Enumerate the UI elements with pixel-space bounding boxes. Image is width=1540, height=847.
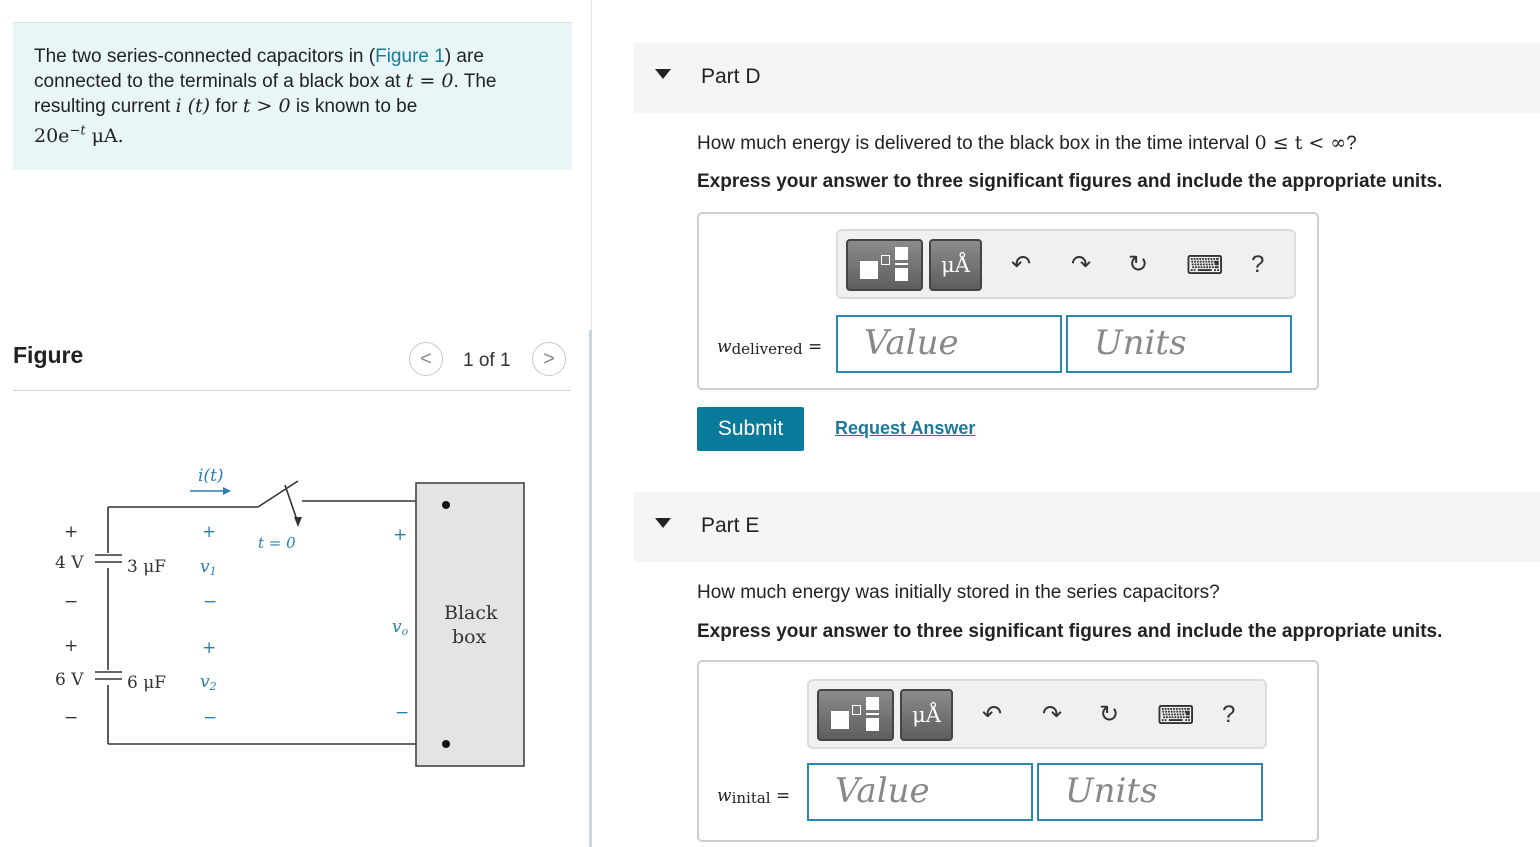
- vo-minus: −: [395, 703, 410, 723]
- reset-icon[interactable]: ↻: [1128, 251, 1149, 278]
- figure-link[interactable]: Figure 1: [375, 46, 445, 67]
- redo-icon[interactable]: ↷: [1071, 251, 1092, 278]
- w-initial-subscript: inital: [731, 789, 771, 807]
- v2-subscript: 2: [209, 680, 217, 693]
- template-fraction-bar-icon: [866, 713, 879, 715]
- collapse-caret-icon[interactable]: [655, 518, 671, 528]
- template-small-square-icon: [881, 255, 890, 265]
- template-fraction-top-icon: [895, 247, 908, 260]
- vo-subscript: o: [401, 625, 409, 638]
- w-delivered-symbol: w: [717, 337, 732, 357]
- collapse-caret-icon[interactable]: [655, 69, 671, 79]
- figure-title: Figure: [13, 342, 84, 368]
- w-delivered-label: [717, 337, 822, 358]
- v2-symbol: v: [200, 672, 210, 692]
- problem-text-segment: The two series-connected capacitors in (: [34, 46, 376, 67]
- w-initial-label: [717, 786, 790, 807]
- circuit-diagram: [40, 455, 540, 775]
- part-e-instruction: Express your answer to three significant figures and include the appropriate units.: [697, 621, 1443, 642]
- next-figure-button[interactable]: >: [532, 342, 566, 376]
- keyboard-icon[interactable]: ⌨: [1186, 250, 1224, 280]
- math-result-unit: μA.: [85, 125, 124, 148]
- math-result-base: 20e: [34, 125, 70, 148]
- terminal-top: [442, 501, 450, 509]
- reset-icon[interactable]: ↻: [1099, 701, 1120, 728]
- v1-subscript: 1: [209, 565, 217, 578]
- part-d-question-text: How much energy is delivered to the black box in the time interval: [697, 133, 1255, 154]
- w-initial-symbol: w: [717, 786, 732, 806]
- switch-time-label: t = 0: [258, 534, 296, 552]
- v1-minus: −: [203, 592, 218, 612]
- part-d-answer-box: [697, 212, 1319, 390]
- math-toolbar: [807, 679, 1267, 749]
- v2-label: [200, 672, 217, 693]
- v2-plus: +: [202, 638, 217, 658]
- c2-plus: +: [64, 636, 79, 656]
- part-e-header[interactable]: [634, 492, 1540, 562]
- keyboard-icon[interactable]: ⌨: [1157, 700, 1195, 730]
- black-box: [416, 483, 524, 766]
- black-box-label-line2: box: [452, 626, 487, 648]
- problem-text-segment: . The resulting current: [34, 71, 497, 117]
- math-t-gt-0: t > 0: [242, 95, 291, 117]
- c2-voltage: 6 V: [55, 670, 84, 690]
- c2-minus: −: [64, 708, 79, 728]
- v2-minus: −: [203, 708, 218, 728]
- v1-label: [200, 557, 217, 578]
- problem-text-segment: is known to be: [290, 96, 418, 117]
- figure-page-count: 1 of 1: [463, 350, 511, 371]
- figure-header: [13, 338, 570, 391]
- terminal-bottom: [442, 740, 450, 748]
- v1-plus: +: [202, 522, 217, 542]
- template-small-square-icon: [852, 705, 861, 715]
- w-delivered-subscript: delivered: [731, 340, 803, 358]
- part-e-question: How much energy was initially stored in the series capacitors?: [697, 582, 1220, 603]
- part-d-header[interactable]: [634, 43, 1540, 113]
- switch-arrowhead: [294, 517, 302, 527]
- units-button[interactable]: μÅ: [900, 689, 953, 741]
- current-label: i(t): [198, 466, 224, 486]
- problem-text: [34, 44, 544, 149]
- math-toolbar: [836, 229, 1296, 299]
- vo-plus: +: [393, 525, 408, 545]
- value-input[interactable]: Value: [807, 763, 1033, 821]
- problem-text-segment: ) are connected to the terminals of a black box at: [34, 46, 484, 92]
- vo-label: [392, 617, 409, 638]
- redo-icon[interactable]: ↷: [1042, 701, 1063, 728]
- part-d-question-end: ?: [1346, 133, 1357, 154]
- part-e-answer-box: [697, 660, 1319, 842]
- math-current: i (t): [175, 95, 211, 117]
- template-fraction-bottom-icon: [866, 718, 879, 731]
- undo-icon[interactable]: ↶: [982, 701, 1003, 728]
- black-box-label-line1: Black: [444, 602, 498, 624]
- equals-sign: =: [808, 337, 823, 357]
- template-fraction-top-icon: [866, 697, 879, 710]
- part-d-title: Part D: [701, 65, 761, 88]
- template-square-icon: [831, 711, 849, 729]
- value-input[interactable]: Value: [836, 315, 1062, 373]
- c1-plus: +: [64, 522, 79, 542]
- template-square-icon: [860, 261, 878, 279]
- c1-minus: −: [64, 592, 79, 612]
- units-input[interactable]: Units: [1066, 315, 1292, 373]
- math-t0: t = 0: [405, 70, 454, 92]
- template-fraction-bar-icon: [895, 263, 908, 265]
- part-d-question: [697, 132, 1357, 155]
- column-scroll-indicator: [589, 330, 592, 847]
- c1-voltage: 4 V: [55, 553, 84, 573]
- units-input[interactable]: Units: [1037, 763, 1263, 821]
- help-icon[interactable]: ?: [1251, 251, 1265, 278]
- math-result-exponent: −t: [69, 124, 86, 139]
- part-d-instruction: Express your answer to three significant figures and include the appropriate units.: [697, 171, 1443, 192]
- templates-button[interactable]: [846, 239, 923, 291]
- equals-sign: =: [776, 786, 791, 806]
- c2-capacitance: 6 μF: [127, 673, 167, 693]
- submit-button[interactable]: Submit: [697, 407, 804, 451]
- v1-symbol: v: [200, 557, 210, 577]
- math-result: [34, 125, 124, 147]
- vo-symbol: v: [392, 617, 402, 637]
- previous-figure-button[interactable]: <: [409, 342, 443, 376]
- help-icon[interactable]: ?: [1222, 701, 1236, 728]
- problem-statement: [13, 22, 572, 170]
- current-arrowhead: [223, 487, 231, 495]
- problem-text-segment: for: [210, 96, 243, 117]
- templates-button[interactable]: [817, 689, 894, 741]
- undo-icon[interactable]: ↶: [1011, 251, 1032, 278]
- units-button[interactable]: μÅ: [929, 239, 982, 291]
- request-answer-link[interactable]: Request Answer: [835, 418, 976, 438]
- part-d-question-math: 0 ≤ t < ∞: [1254, 132, 1347, 154]
- c1-capacitance: 3 μF: [127, 557, 167, 577]
- template-fraction-bottom-icon: [895, 268, 908, 281]
- part-e-title: Part E: [701, 514, 760, 537]
